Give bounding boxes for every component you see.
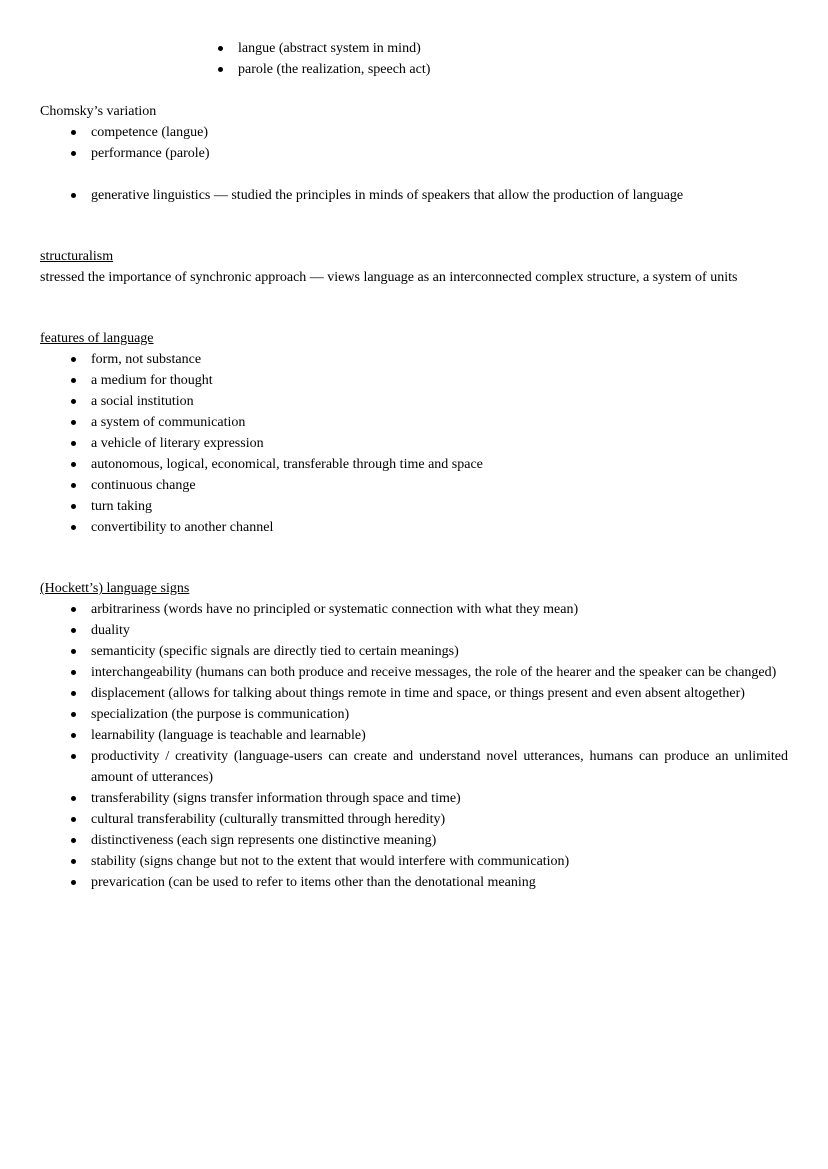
features-heading: features of language (40, 331, 154, 346)
list-item: learnability (language is teachable and learnable) (68, 725, 788, 746)
list-item: a vehicle of literary expression (68, 433, 788, 454)
features-list (68, 349, 788, 538)
list-item: displacement (allows for talking about things remote in time and space, or things present and even absent altogether) (68, 683, 788, 704)
list-item: distinctiveness (each sign represents one distinctive meaning) (68, 830, 788, 851)
list-item: continuous change (68, 475, 788, 496)
hockett-heading: (Hockett’s) language signs (40, 581, 190, 596)
list-item: competence (langue) (68, 122, 788, 143)
list-item: productivity / creativity (language-users can create and understand novel utterances, humans can produce an unlimited amount of utterances) (68, 746, 788, 788)
list-item: langue (abstract system in mind) (215, 38, 788, 59)
structuralism-paragraph: stressed the importance of synchronic approach — views language as an interconnected complex structure, a system of units (40, 270, 738, 285)
list-item: stability (signs change but not to the extent that would interfere with communication) (68, 851, 788, 872)
list-item: parole (the realization, speech act) (215, 59, 788, 80)
list-item: performance (parole) (68, 143, 788, 164)
list-item: prevarication (can be used to refer to items other than the denotational meaning (68, 872, 788, 893)
list-item: convertibility to another channel (68, 517, 788, 538)
chomsky-heading: Chomsky’s variation (40, 104, 157, 119)
chomsky-list (68, 122, 788, 206)
list-item: duality (68, 620, 788, 641)
list-item: semanticity (specific signals are directly tied to certain meanings) (68, 641, 788, 662)
saussure-dichotomy-list (215, 38, 788, 80)
list-item: specialization (the purpose is communication) (68, 704, 788, 725)
list-item: cultural transferability (culturally transmitted through heredity) (68, 809, 788, 830)
hockett-list (68, 599, 788, 893)
list-item: a system of communication (68, 412, 788, 433)
list-item: interchangeability (humans can both produce and receive messages, the role of the hearer and the speaker can be changed) (68, 662, 788, 683)
list-item: form, not substance (68, 349, 788, 370)
list-item: arbitrariness (words have no principled or systematic connection with what they mean) (68, 599, 788, 620)
list-item: a social institution (68, 391, 788, 412)
list-item: turn taking (68, 496, 788, 517)
hockett-section (40, 578, 788, 893)
list-item: transferability (signs transfer information through space and time) (68, 788, 788, 809)
list-item: generative linguistics — studied the principles in minds of speakers that allow the production of language (68, 185, 788, 206)
structuralism-section (40, 246, 788, 288)
structuralism-heading: structuralism (40, 249, 114, 264)
list-item: autonomous, logical, economical, transferable through time and space (68, 454, 788, 475)
features-section (40, 328, 788, 538)
list-item: a medium for thought (68, 370, 788, 391)
